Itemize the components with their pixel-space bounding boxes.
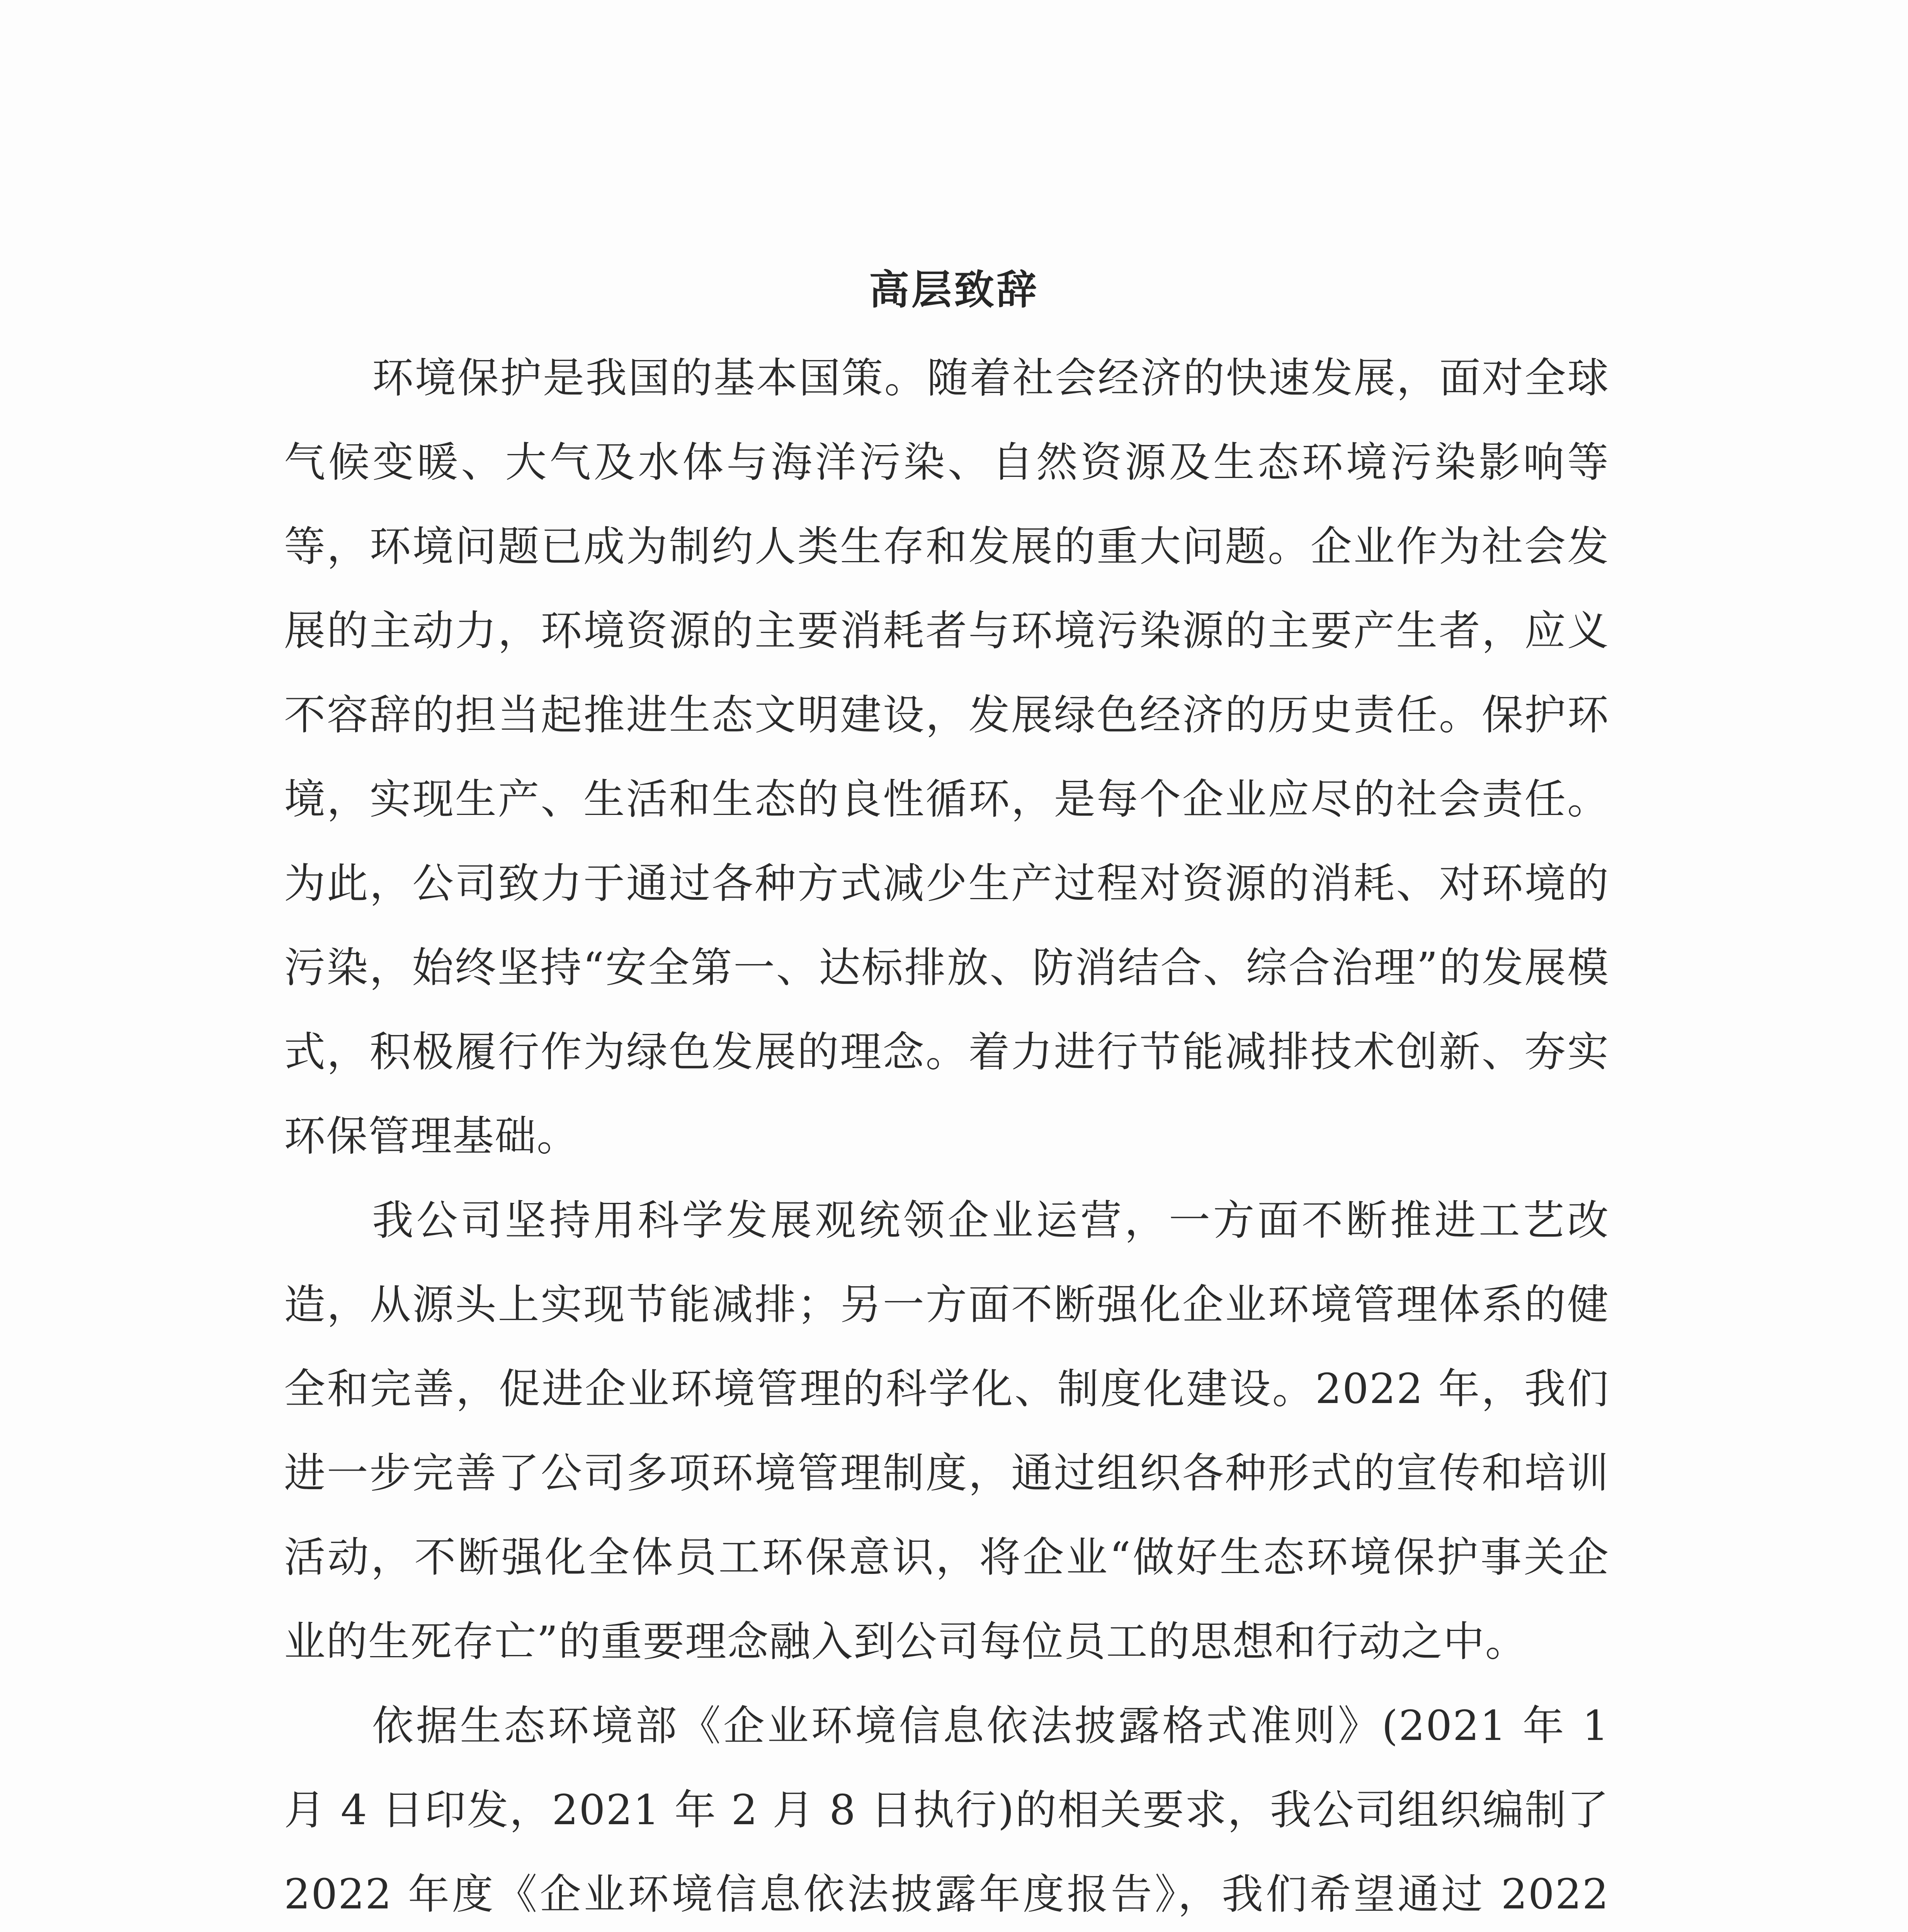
paragraph-3: 依据生态环境部《企业环境信息依法披露格式准则》(2021 年 1 月 4 日印发，2021 年 2 月 8 日执行)的相关要求，我公司组织编制了 2022 年度《企业环境信息依法披露年度报告》，我们希望通过 2022: [284, 1702, 1609, 1918]
paragraph-2: 我公司坚持用科学发展观统领企业运营，一方面不断推进工艺改造，从源头上实现节能减排；另一方面不断强化企业环境管理体系的健全和完善，促进企业环境管理的科学化、制度化建设。2022 年，我们进一步完善了公司多项环境管理制度，通过组织各种形式的宣传和培训活动，不断强化全体员工环保意识，将企业“做好生态环境保护事关企业的生死存亡”的重要理念融入到公司每位员工的思想和行动之中。: [284, 1197, 1609, 1666]
paragraph-1: 环境保护是我国的基本国策。随着社会经济的快速发展，面对全球气候变暖、大气及水体与海洋污染、自然资源及生态环境污染影响等等，环境问题已成为制约人类生存和发展的重大问题。企业作为社会发展的主动力，环境资源的主要消耗者与环境污染源的主要产生者，应义不容辞的担当起推进生态文明建设，发展绿色经济的历史责任。保护环境，实现生产、生活和生态的良性循环，是每个企业应尽的社会责任。为此，公司致力于通过各种方式减少生产过程对资源的消耗、对环境的污染，始终坚持“安全第一、达标排放、防消结合、综合治理”的发展模式，积极履行作为绿色发展的理念。着力进行节能减排技术创新、夯实环保管理基础。: [284, 354, 1609, 1160]
document-body: [284, 336, 1609, 1932]
page-title: 高层致辞: [869, 266, 1039, 313]
